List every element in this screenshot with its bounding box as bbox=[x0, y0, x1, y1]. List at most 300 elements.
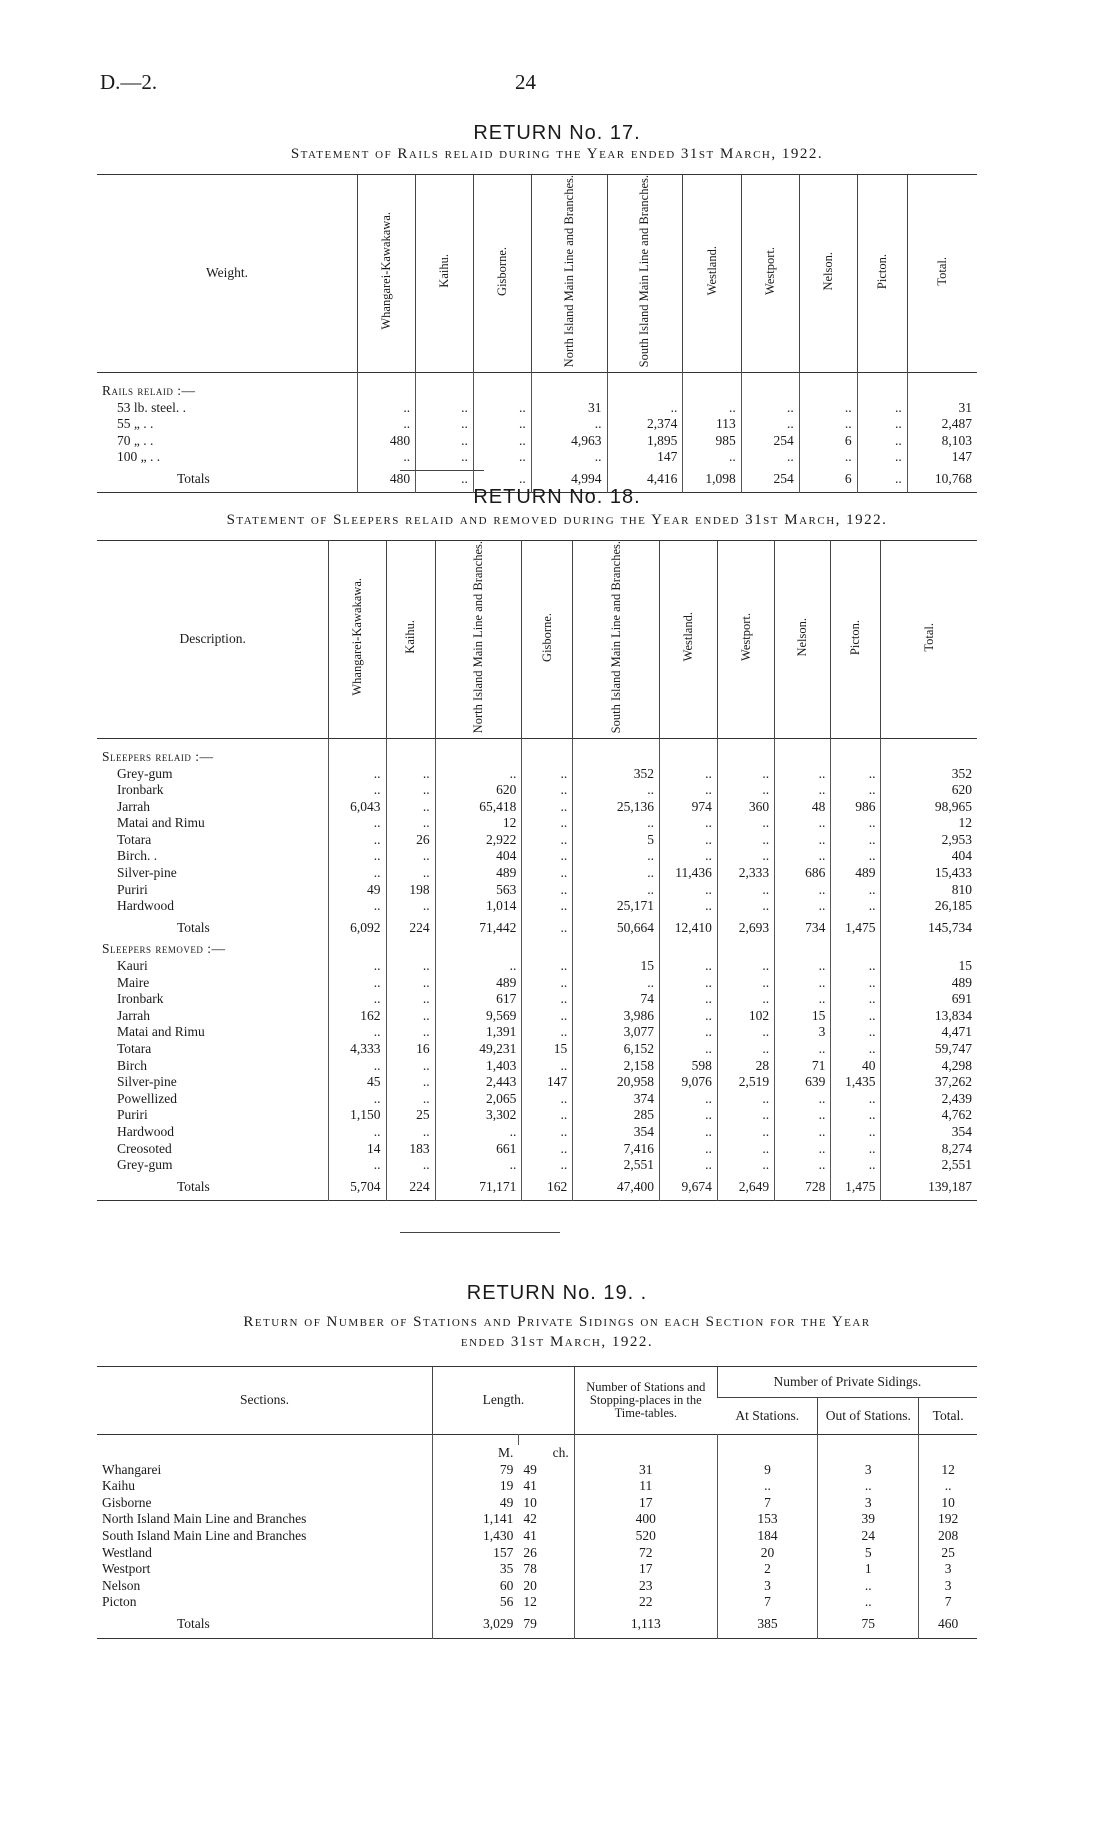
table-cell: 1,150 bbox=[329, 1107, 386, 1124]
table-cell: .. bbox=[717, 832, 774, 849]
table-cell: .. bbox=[775, 991, 831, 1008]
table-cell: .. bbox=[831, 848, 881, 865]
column-header-label: Westport. bbox=[762, 247, 777, 296]
row-label: Jarrah bbox=[117, 798, 150, 814]
table-cell bbox=[522, 749, 573, 766]
table-cell: .. bbox=[659, 975, 717, 992]
table-cell: 71,442 bbox=[435, 915, 522, 942]
table-cell: 12 bbox=[881, 815, 977, 832]
table-cell: .. bbox=[473, 416, 531, 433]
table-cell: .. bbox=[659, 1041, 717, 1058]
sidings-out-of-stations: 3 bbox=[818, 1462, 919, 1479]
row-label: Powellized bbox=[117, 1090, 177, 1106]
row-label: Totals bbox=[177, 919, 210, 935]
table-cell: 404 bbox=[881, 848, 977, 865]
column-header-label: Westland. bbox=[704, 246, 719, 296]
separator bbox=[400, 1232, 560, 1233]
sidings-at-stations: 153 bbox=[717, 1511, 818, 1528]
table-cell bbox=[683, 383, 741, 400]
column-header-label: North Island Main Line and Branches. bbox=[470, 541, 485, 734]
table-row bbox=[97, 898, 977, 915]
table-cell: .. bbox=[531, 416, 607, 433]
table-cell: .. bbox=[683, 449, 741, 466]
table-cell: 354 bbox=[881, 1124, 977, 1141]
table-cell: .. bbox=[775, 1157, 831, 1174]
table-row bbox=[97, 832, 977, 849]
table-cell: 26 bbox=[386, 832, 435, 849]
table-cell bbox=[775, 749, 831, 766]
table-row bbox=[97, 766, 977, 783]
unit-chains: ch. bbox=[552, 1445, 569, 1460]
length-miles: 60 bbox=[433, 1578, 519, 1595]
table-row bbox=[97, 1495, 977, 1512]
separator bbox=[400, 470, 484, 471]
table-cell: 2,439 bbox=[881, 1091, 977, 1108]
table-cell: 563 bbox=[435, 882, 522, 899]
table-cell: 3,986 bbox=[573, 1008, 660, 1025]
table-cell: 98,965 bbox=[881, 799, 977, 816]
row-label: 100 „ . . bbox=[117, 449, 161, 465]
table-cell: .. bbox=[386, 898, 435, 915]
table-cell: 639 bbox=[775, 1074, 831, 1091]
table-cell: .. bbox=[386, 1008, 435, 1025]
table-cell bbox=[799, 383, 857, 400]
sidings-total: 7 bbox=[919, 1594, 977, 1611]
table-row bbox=[97, 1478, 977, 1495]
table-cell: 404 bbox=[435, 848, 522, 865]
table-cell: .. bbox=[386, 1124, 435, 1141]
table-cell: 162 bbox=[329, 1008, 386, 1025]
spacer-row bbox=[97, 372, 977, 383]
table-cell: 974 bbox=[659, 799, 717, 816]
table-cell: 198 bbox=[386, 882, 435, 899]
sidings-out-of-stations: .. bbox=[818, 1478, 919, 1495]
table-cell: .. bbox=[857, 449, 907, 466]
column-header bbox=[799, 175, 857, 373]
table-cell: .. bbox=[659, 815, 717, 832]
table-cell: .. bbox=[522, 832, 573, 849]
table-cell: .. bbox=[522, 766, 573, 783]
table-cell bbox=[659, 941, 717, 958]
table-cell: 6 bbox=[799, 466, 857, 493]
sidings-at-stations: 2 bbox=[717, 1561, 818, 1578]
stations-header: Number of Stations and Stopping-places in the Time-tables. bbox=[574, 1367, 717, 1435]
table-cell: .. bbox=[659, 1024, 717, 1041]
table-cell: .. bbox=[717, 782, 774, 799]
spacer-cell bbox=[473, 372, 531, 383]
table-cell: 8,274 bbox=[881, 1141, 977, 1158]
table-cell: 4,471 bbox=[881, 1024, 977, 1041]
table-row bbox=[97, 958, 977, 975]
table-cell: .. bbox=[741, 400, 799, 417]
table-row bbox=[97, 865, 977, 882]
column-header bbox=[607, 175, 683, 373]
sidings-total: 25 bbox=[919, 1545, 977, 1562]
return-17-table bbox=[97, 174, 977, 493]
column-header-label: South Island Main Line and Branches. bbox=[608, 541, 623, 734]
table-cell: .. bbox=[329, 975, 386, 992]
length-miles: 3,029 bbox=[433, 1611, 519, 1638]
table-cell: 4,298 bbox=[881, 1058, 977, 1075]
spacer-cell bbox=[522, 738, 573, 749]
sidings-at-stations: .. bbox=[717, 1478, 818, 1495]
table-cell: 7,416 bbox=[573, 1141, 660, 1158]
table-cell: .. bbox=[717, 882, 774, 899]
table-cell: 15 bbox=[881, 958, 977, 975]
table-cell: 2,333 bbox=[717, 865, 774, 882]
table-cell: 598 bbox=[659, 1058, 717, 1075]
table-row bbox=[97, 882, 977, 899]
table-cell: .. bbox=[799, 416, 857, 433]
row-label: Sleepers relaid :— bbox=[102, 748, 214, 764]
row-label: South Island Main Line and Branches bbox=[102, 1527, 307, 1543]
table-cell: 71 bbox=[775, 1058, 831, 1075]
table-cell: .. bbox=[573, 815, 660, 832]
table-cell: .. bbox=[683, 400, 741, 417]
table-cell: .. bbox=[329, 815, 386, 832]
table-cell: 147 bbox=[907, 449, 977, 466]
table-row bbox=[97, 400, 977, 417]
column-header bbox=[358, 175, 416, 373]
table-row bbox=[97, 1545, 977, 1562]
table-cell: 147 bbox=[607, 449, 683, 466]
sidings-out-of-stations: 5 bbox=[818, 1545, 919, 1562]
row-label: Totara bbox=[117, 831, 152, 847]
table-cell: 1,475 bbox=[831, 915, 881, 942]
table-cell: .. bbox=[522, 1107, 573, 1124]
spacer-cell bbox=[741, 372, 799, 383]
table-cell: .. bbox=[775, 1124, 831, 1141]
table-cell: 1,895 bbox=[607, 433, 683, 450]
table-cell bbox=[435, 941, 522, 958]
table-cell: .. bbox=[659, 832, 717, 849]
table-cell: 31 bbox=[907, 400, 977, 417]
table-cell: .. bbox=[329, 1157, 386, 1174]
return-19-subtitle-line1: Return of Number of Stations and Private Sidings on each Section for the Year bbox=[243, 1314, 871, 1330]
spacer-cell bbox=[358, 372, 416, 383]
table-cell: .. bbox=[741, 416, 799, 433]
table-cell: .. bbox=[329, 832, 386, 849]
column-header bbox=[473, 175, 531, 373]
sidings-at-stations: 9 bbox=[717, 1462, 818, 1479]
table-cell: .. bbox=[358, 449, 416, 466]
table-cell: .. bbox=[522, 898, 573, 915]
length-chains: 42 bbox=[523, 1511, 537, 1527]
sidings-total: 12 bbox=[919, 1462, 977, 1479]
table-cell: .. bbox=[416, 433, 474, 450]
table-cell: 9,674 bbox=[659, 1174, 717, 1201]
table-row bbox=[97, 1024, 977, 1041]
stations-count: 72 bbox=[574, 1545, 717, 1562]
table-row bbox=[97, 799, 977, 816]
table-cell: .. bbox=[416, 466, 474, 493]
table-cell: .. bbox=[386, 815, 435, 832]
column-header bbox=[659, 541, 717, 739]
row-label: Puriri bbox=[117, 881, 148, 897]
spacer-cell bbox=[683, 372, 741, 383]
table-cell bbox=[386, 941, 435, 958]
table-cell bbox=[358, 383, 416, 400]
table-cell: 15 bbox=[573, 958, 660, 975]
table-cell bbox=[573, 749, 660, 766]
table-cell: 4,416 bbox=[607, 466, 683, 493]
table-row bbox=[97, 1141, 977, 1158]
table-cell: 31 bbox=[531, 400, 607, 417]
table-cell: 5 bbox=[573, 832, 660, 849]
table-cell: 480 bbox=[358, 466, 416, 493]
table-cell: 254 bbox=[741, 466, 799, 493]
table-cell: 5,704 bbox=[329, 1174, 386, 1201]
stations-count: 17 bbox=[574, 1495, 717, 1512]
table-cell: 9,569 bbox=[435, 1008, 522, 1025]
table-cell: 285 bbox=[573, 1107, 660, 1124]
sidings-out-of-stations: 39 bbox=[818, 1511, 919, 1528]
table-cell: .. bbox=[775, 1107, 831, 1124]
table-cell: 139,187 bbox=[881, 1174, 977, 1201]
column-header-label: Kaihu. bbox=[437, 254, 452, 288]
table-row bbox=[97, 433, 977, 450]
table-cell: .. bbox=[775, 1141, 831, 1158]
at-stations-header: At Stations. bbox=[735, 1407, 800, 1423]
table-cell: .. bbox=[717, 975, 774, 992]
length-chains: 12 bbox=[523, 1594, 537, 1610]
length-chains: 20 bbox=[523, 1577, 537, 1593]
table-cell: 985 bbox=[683, 433, 741, 450]
table-cell: .. bbox=[522, 1024, 573, 1041]
row-label: North Island Main Line and Branches bbox=[102, 1511, 307, 1527]
page-reference: D.—2. bbox=[100, 70, 158, 94]
table-row bbox=[97, 1157, 977, 1174]
table-cell: .. bbox=[717, 1041, 774, 1058]
column-header-label: Total. bbox=[921, 622, 936, 652]
table-cell: .. bbox=[416, 400, 474, 417]
row-label: Birch bbox=[117, 1057, 147, 1073]
table-cell: 4,994 bbox=[531, 466, 607, 493]
row-label: Grey-gum bbox=[117, 1157, 173, 1173]
column-header bbox=[329, 541, 386, 739]
table-cell: 224 bbox=[386, 1174, 435, 1201]
table-cell: .. bbox=[775, 815, 831, 832]
row-label: Rails relaid :— bbox=[102, 382, 196, 398]
stations-count: 1,113 bbox=[574, 1611, 717, 1638]
table-row bbox=[97, 1107, 977, 1124]
description-header: Description. bbox=[97, 541, 329, 739]
row-label: Grey-gum bbox=[117, 765, 173, 781]
length-miles: 157 bbox=[433, 1545, 519, 1562]
row-label: Silver-pine bbox=[117, 865, 177, 881]
spacer-cell bbox=[919, 1435, 977, 1446]
table-cell: 489 bbox=[881, 975, 977, 992]
table-cell: 2,551 bbox=[881, 1157, 977, 1174]
table-cell: .. bbox=[775, 958, 831, 975]
table-cell: 8,103 bbox=[907, 433, 977, 450]
table-cell: 1,014 bbox=[435, 898, 522, 915]
table-cell: 162 bbox=[522, 1174, 573, 1201]
return-17-subtitle: Statement of Rails relaid during the Year ended 31st March, 1922. bbox=[290, 146, 824, 162]
table-cell bbox=[907, 383, 977, 400]
spacer-cell bbox=[574, 1435, 717, 1446]
row-label: Kaihu bbox=[102, 1478, 135, 1494]
spacer-cell bbox=[717, 738, 774, 749]
length-chains: 41 bbox=[523, 1527, 537, 1543]
length-miles: 35 bbox=[433, 1561, 519, 1578]
sidings-at-stations: 184 bbox=[717, 1528, 818, 1545]
row-label: Whangarei bbox=[102, 1461, 162, 1477]
spacer-cell bbox=[329, 738, 386, 749]
sidings-out-of-stations: .. bbox=[818, 1594, 919, 1611]
table-cell: .. bbox=[416, 416, 474, 433]
column-header bbox=[741, 175, 799, 373]
table-cell: .. bbox=[831, 975, 881, 992]
table-cell: 3,302 bbox=[435, 1107, 522, 1124]
stations-count: 23 bbox=[574, 1578, 717, 1595]
table-cell: 50,664 bbox=[573, 915, 660, 942]
table-cell: .. bbox=[522, 915, 573, 942]
column-header-label: Gisborne. bbox=[539, 612, 554, 662]
table-cell: .. bbox=[659, 1157, 717, 1174]
table-cell: .. bbox=[775, 848, 831, 865]
table-cell: 3 bbox=[775, 1024, 831, 1041]
table-cell: .. bbox=[435, 766, 522, 783]
table-cell: .. bbox=[831, 782, 881, 799]
table-row bbox=[97, 416, 977, 433]
table-cell: .. bbox=[522, 1141, 573, 1158]
table-cell: 2,374 bbox=[607, 416, 683, 433]
table-row bbox=[97, 1074, 977, 1091]
row-label: Creosoted bbox=[117, 1140, 172, 1156]
column-header-label: Picton. bbox=[874, 253, 889, 289]
length-miles: 49 bbox=[433, 1495, 519, 1512]
table-cell: 6,043 bbox=[329, 799, 386, 816]
row-label: Westland bbox=[102, 1544, 152, 1560]
table-cell: .. bbox=[717, 1091, 774, 1108]
table-cell: .. bbox=[659, 1141, 717, 1158]
units-row bbox=[97, 1445, 977, 1462]
table-cell: 37,262 bbox=[881, 1074, 977, 1091]
sidings-at-stations: 20 bbox=[717, 1545, 818, 1562]
table-cell: 734 bbox=[775, 915, 831, 942]
row-label: Maire bbox=[117, 974, 150, 990]
spacer-cell bbox=[97, 1435, 433, 1446]
row-label: Totals bbox=[177, 1615, 210, 1631]
table-cell: .. bbox=[522, 1008, 573, 1025]
column-header bbox=[881, 541, 977, 739]
table-cell: 1,475 bbox=[831, 1174, 881, 1201]
table-cell: 6 bbox=[799, 433, 857, 450]
spacer-cell bbox=[518, 1435, 574, 1446]
table-cell: 617 bbox=[435, 991, 522, 1008]
table-cell: 2,487 bbox=[907, 416, 977, 433]
row-label: Westport bbox=[102, 1561, 151, 1577]
column-header bbox=[907, 175, 977, 373]
table-cell: .. bbox=[358, 416, 416, 433]
table-cell: 9,076 bbox=[659, 1074, 717, 1091]
return-17-title: RETURN No. 17. bbox=[473, 122, 641, 144]
table-cell: 4,963 bbox=[531, 433, 607, 450]
table-cell: .. bbox=[386, 1024, 435, 1041]
table-cell: .. bbox=[775, 832, 831, 849]
table-cell: .. bbox=[857, 466, 907, 493]
table-cell: 74 bbox=[573, 991, 660, 1008]
table-row bbox=[97, 975, 977, 992]
table-cell: 354 bbox=[573, 1124, 660, 1141]
sidings-at-stations: 7 bbox=[717, 1495, 818, 1512]
spacer-cell bbox=[857, 372, 907, 383]
table-cell: 25,171 bbox=[573, 898, 660, 915]
sidings-total: 3 bbox=[919, 1578, 977, 1595]
table-cell: 20,958 bbox=[573, 1074, 660, 1091]
table-cell: 16 bbox=[386, 1041, 435, 1058]
table-cell: .. bbox=[386, 848, 435, 865]
table-cell: .. bbox=[386, 766, 435, 783]
table-cell: .. bbox=[831, 815, 881, 832]
table-cell: 147 bbox=[522, 1074, 573, 1091]
return-18-table bbox=[97, 540, 977, 1201]
table-cell: .. bbox=[329, 766, 386, 783]
table-row bbox=[97, 1041, 977, 1058]
column-header-label: Gisborne. bbox=[494, 246, 509, 296]
table-cell: .. bbox=[659, 766, 717, 783]
table-cell: .. bbox=[473, 449, 531, 466]
row-label: Sleepers removed :— bbox=[102, 941, 226, 957]
length-chains: 26 bbox=[523, 1544, 537, 1560]
table-cell: .. bbox=[473, 400, 531, 417]
table-cell bbox=[919, 1445, 977, 1462]
row-label: Nelson bbox=[102, 1577, 141, 1593]
return-18-subtitle: Statement of Sleepers relaid and removed during the Year ended 31st March, 1922. bbox=[226, 512, 888, 528]
length-chains: 79 bbox=[523, 1615, 537, 1631]
table-cell: .. bbox=[531, 449, 607, 466]
table-row bbox=[97, 1124, 977, 1141]
table-cell: 661 bbox=[435, 1141, 522, 1158]
table-cell: .. bbox=[358, 400, 416, 417]
totals-row bbox=[97, 1174, 977, 1201]
length-miles: 1,430 bbox=[433, 1528, 519, 1545]
table-cell bbox=[831, 749, 881, 766]
table-cell: .. bbox=[717, 815, 774, 832]
sidings-total: 192 bbox=[919, 1511, 977, 1528]
row-label: Birch. . bbox=[117, 848, 158, 864]
spacer-row bbox=[97, 738, 977, 749]
table-cell: 352 bbox=[573, 766, 660, 783]
table-cell: .. bbox=[573, 865, 660, 882]
table-cell: 15,433 bbox=[881, 865, 977, 882]
sidings-out-of-stations: 1 bbox=[818, 1561, 919, 1578]
length-header: Length. bbox=[433, 1367, 575, 1435]
stations-count: 11 bbox=[574, 1478, 717, 1495]
spacer-cell bbox=[433, 1435, 519, 1446]
sidings-total: 460 bbox=[919, 1611, 977, 1638]
section-heading-row bbox=[97, 941, 977, 958]
table-row bbox=[97, 1462, 977, 1479]
table-cell: .. bbox=[522, 1058, 573, 1075]
spacer-cell bbox=[386, 738, 435, 749]
table-cell: .. bbox=[775, 782, 831, 799]
table-cell: .. bbox=[717, 1024, 774, 1041]
row-label: Puriri bbox=[117, 1107, 148, 1123]
table-cell: 2,443 bbox=[435, 1074, 522, 1091]
totals-row bbox=[97, 1611, 977, 1638]
row-label: Gisborne bbox=[102, 1494, 152, 1510]
table-cell bbox=[775, 941, 831, 958]
table-cell: .. bbox=[775, 882, 831, 899]
table-row bbox=[97, 848, 977, 865]
length-miles: 1,141 bbox=[433, 1511, 519, 1528]
table-cell: 2,551 bbox=[573, 1157, 660, 1174]
table-cell: .. bbox=[522, 799, 573, 816]
table-row bbox=[97, 1511, 977, 1528]
table-cell: 620 bbox=[881, 782, 977, 799]
